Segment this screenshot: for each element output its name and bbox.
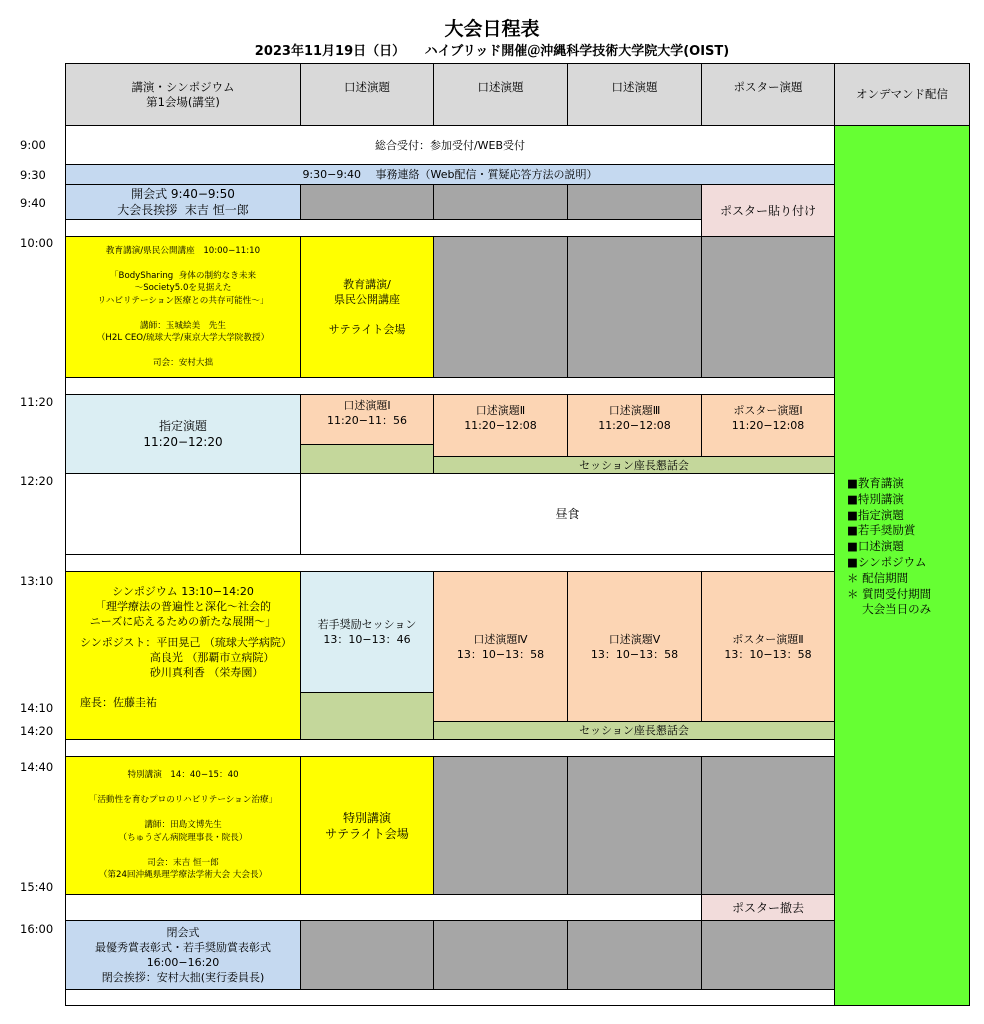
spacer-row bbox=[65, 989, 835, 1006]
oral-session-4-cell: 口述演題Ⅳ 13：10−13：58 bbox=[433, 571, 568, 722]
time-label: 13:10 bbox=[20, 574, 54, 588]
header-ondemand: オンデマンド配信 bbox=[834, 63, 970, 126]
chair-meeting-1-cell: セッション座長懇話会 bbox=[433, 456, 835, 474]
lunch-cell: 昼食 bbox=[300, 473, 835, 555]
liaison-cell: 9:30−9:40 事務連絡（Web配信・質疑応答方法の説明） bbox=[65, 164, 835, 185]
empty-cell bbox=[701, 236, 835, 378]
poster-session-2-cell: ポスター演題Ⅱ 13：10−13：58 bbox=[701, 571, 835, 722]
empty-cell bbox=[300, 920, 434, 990]
time-label: 10:00 bbox=[20, 236, 54, 250]
page-title: 大会日程表 bbox=[444, 18, 540, 40]
chair-meeting-fill bbox=[300, 692, 434, 740]
closing-ceremony-cell: 閉会式 最優秀賞表彰式・若手奨励賞表彰式 16:00−16:20 閉会挨拶：安村大拙(実行委員長) bbox=[65, 920, 301, 990]
education-satellite-cell: 教育講演/ 県民公開講座 サテライト会場 bbox=[300, 236, 434, 378]
empty-cell bbox=[701, 920, 835, 990]
empty-cell bbox=[701, 756, 835, 895]
symposium-title: シンポジウム 13:10−14:20 「理学療法の普遍性と深化〜社会的 ニーズに応えるための新たな展開〜」 bbox=[89, 585, 277, 628]
time-label: 9:00 bbox=[20, 138, 46, 152]
spacer-row bbox=[65, 554, 835, 572]
spacer-row bbox=[65, 739, 835, 757]
empty-cell bbox=[433, 184, 568, 220]
oral-session-5-cell: 口述演題Ⅴ 13：10−13：58 bbox=[567, 571, 702, 722]
empty-cell bbox=[567, 756, 702, 895]
empty-cell bbox=[433, 756, 568, 895]
spacer-row bbox=[65, 894, 702, 921]
chair-meeting-2-cell: セッション座長懇話会 bbox=[433, 721, 835, 740]
chair-meeting-fill bbox=[300, 444, 434, 474]
education-lecture-cell: 教育講演/県民公開講座 10:00−11:10 「BodySharing 身体の制約なき未来 〜Society5.0を見据えた リハビリテーション医療との共存可能性〜」 講師：玉城絵美 先生 （H2L CEO/琉球大学/東京大学大学院教授） 司会：安村大拙 bbox=[65, 236, 301, 378]
time-label: 14:40 bbox=[20, 760, 54, 774]
header-oral-3: 口述演題 bbox=[567, 63, 702, 126]
header-oral-2: 口述演題 bbox=[433, 63, 568, 126]
reception-cell: 総合受付：参加受付/WEB受付 bbox=[65, 125, 835, 165]
empty-cell bbox=[65, 473, 301, 555]
time-label: 15:40 bbox=[20, 880, 54, 894]
spacer-row bbox=[65, 219, 702, 237]
time-label: 14:10 bbox=[20, 701, 54, 715]
oral-session-3-cell: 口述演題Ⅲ 11:20−12:08 bbox=[567, 394, 702, 457]
poster-setup-cell: ポスター貼り付け bbox=[701, 184, 835, 237]
empty-cell bbox=[433, 920, 568, 990]
oral-session-2-cell: 口述演題Ⅱ 11:20−12:08 bbox=[433, 394, 568, 457]
special-lecture-cell: 特別講演 14：40−15：40 「活動性を育むプロのリハビリテーション治療」 講師：田島文博先生 （ちゅうざん病院理事長・院長） 司会：末吉 恒一郎 （第24回沖縄県理学療法学術大会 大会長） bbox=[65, 756, 301, 895]
time-label: 11:20 bbox=[20, 395, 54, 409]
time-label: 12:20 bbox=[20, 474, 54, 488]
empty-cell bbox=[567, 920, 702, 990]
poster-removal-cell: ポスター撤去 bbox=[701, 894, 835, 921]
empty-cell bbox=[567, 236, 702, 378]
page-subtitle: 2023年11月19日（日） ハイブリッド開催＠沖縄科学技術大学院大学(OIST) bbox=[254, 44, 730, 59]
spacer-row bbox=[65, 377, 835, 395]
empty-cell bbox=[300, 184, 434, 220]
time-label: 14:20 bbox=[20, 724, 54, 738]
opening-ceremony-cell: 開会式 9:40−9:50 大会長挨拶 末吉 恒一郎 bbox=[65, 184, 301, 220]
special-satellite-cell: 特別講演 サテライト会場 bbox=[300, 756, 434, 895]
symposium-cell bbox=[65, 571, 301, 740]
symposium-speakers: シンポジスト：平田晃己 （琉球大学病院） 高良光 （那覇市立病院） 砂川真利香 （栄寿園） 座長：佐藤圭祐 bbox=[80, 636, 292, 709]
young-researcher-session-cell: 若手奨励セッション 13：10−13：46 bbox=[300, 571, 434, 693]
time-label: 9:40 bbox=[20, 196, 46, 210]
time-label: 9:30 bbox=[20, 168, 46, 182]
header-main-hall: 講演・シンポジウム 第1会場(講堂) bbox=[65, 63, 301, 126]
time-label: 16:00 bbox=[20, 922, 54, 936]
empty-cell bbox=[433, 236, 568, 378]
header-oral-1: 口述演題 bbox=[300, 63, 434, 126]
designated-session-cell: 指定演題 11:20−12:20 bbox=[65, 394, 301, 474]
poster-session-1-cell: ポスター演題Ⅰ 11:20−12:08 bbox=[701, 394, 835, 457]
ondemand-column: ■教育講演 ■特別講演 ■指定演題 ■若手奨励賞 ■口述演題 ■シンポジウム ＊ 配信期間 ＊ 質問受付期間 大会当日のみ bbox=[834, 125, 970, 1006]
oral-session-1-cell: 口述演題Ⅰ 11:20−11：56 bbox=[300, 394, 434, 445]
empty-cell bbox=[567, 184, 702, 220]
header-poster: ポスター演題 bbox=[701, 63, 835, 126]
